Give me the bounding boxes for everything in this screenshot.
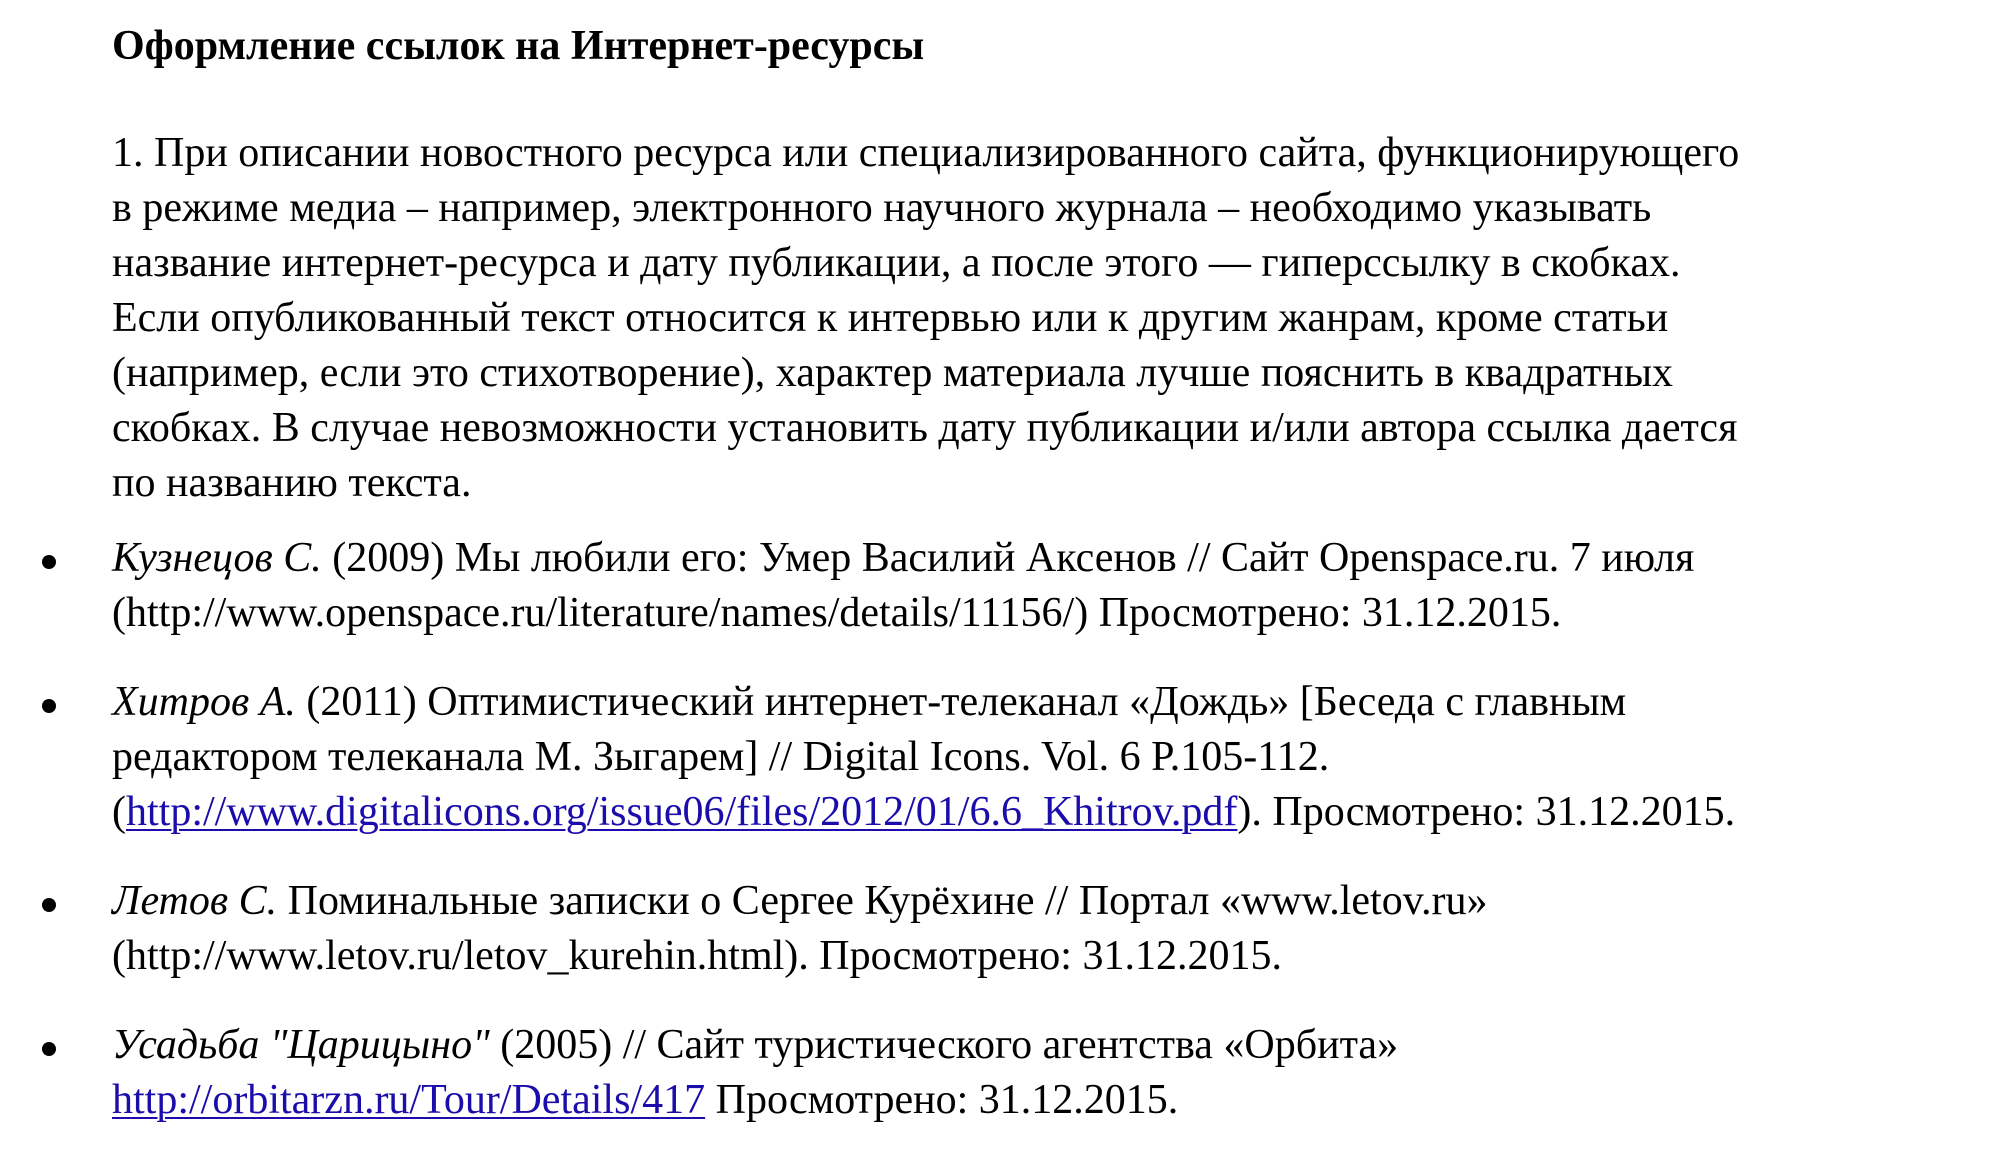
bullet-icon (42, 555, 56, 569)
intro-line: 1. При описании новостного ресурса или специализированного сайта, функционирующего (112, 130, 1740, 176)
reference-line (112, 1073, 1178, 1128)
intro-line: скобках. В случае невозможности установить дату публикации и/или автора ссылка дается (112, 405, 1738, 451)
bullet-icon (42, 898, 56, 912)
reference-line (112, 675, 1626, 730)
reference-text: Просмотрено: 31.12.2015. (705, 1077, 1179, 1123)
reference-text: (2005) // Сайт туристического агентства «Орбита» (489, 1022, 1399, 1068)
bullet-icon (42, 1042, 56, 1056)
intro-line: Если опубликованный текст относится к интервью или к другим жанрам, кроме статьи (112, 295, 1669, 341)
reference-line: (http://www.openspace.ru/literature/names/details/11156/) Просмотрено: 31.12.2015. (112, 590, 1562, 636)
reference-author: Кузнецов С. (112, 535, 322, 581)
reference-link[interactable]: http://www.digitalicons.org/issue06/files/2012/01/6.6_Khitrov.pdf (126, 789, 1238, 835)
reference-link[interactable]: http://orbitarzn.ru/Tour/Details/417 (112, 1077, 706, 1123)
bullet-icon (42, 699, 56, 713)
intro-line: название интернет-ресурса и дату публикации, а после этого — гиперссылку в скобках. (112, 240, 1681, 286)
reference-text: (2009) Мы любили его: Умер Василий Аксенов // Сайт Openspace.ru. 7 июля (321, 535, 1695, 581)
reference-author: Усадьба "Царицыно" (112, 1022, 490, 1068)
intro-line: (например, если это стихотворение), характер материала лучше пояснить в квадратных (112, 350, 1674, 396)
reference-line: (http://www.letov.ru/letov_kurehin.html). Просмотрено: 31.12.2015. (112, 933, 1282, 979)
reference-text: ( (112, 789, 126, 835)
intro-paragraph (112, 126, 1992, 511)
intro-line: в режиме медиа – например, электронного научного журнала – необходимо указывать (112, 185, 1652, 231)
reference-text: (2011) Оптимистический интернет-телеканал «Дождь» [Беседа с главным (295, 679, 1627, 725)
reference-line (112, 785, 1735, 840)
reference-line: редактором телеканала М. Зыгарем] // Digital Icons. Vol. 6 P.105-112. (112, 734, 1330, 780)
reference-line (112, 531, 1694, 586)
reference-line (112, 874, 1487, 929)
reference-line (112, 1018, 1398, 1073)
reference-author: Летов С. (112, 878, 278, 924)
page-title: Оформление ссылок на Интернет-ресурсы (112, 23, 925, 69)
intro-line: по названию текста. (112, 460, 472, 506)
reference-text: Поминальные записки о Сергее Курёхине // Портал «www.letov.ru» (277, 878, 1488, 924)
reference-text: ). Просмотрено: 31.12.2015. (1237, 789, 1736, 835)
reference-author: Хитров А. (112, 679, 296, 725)
